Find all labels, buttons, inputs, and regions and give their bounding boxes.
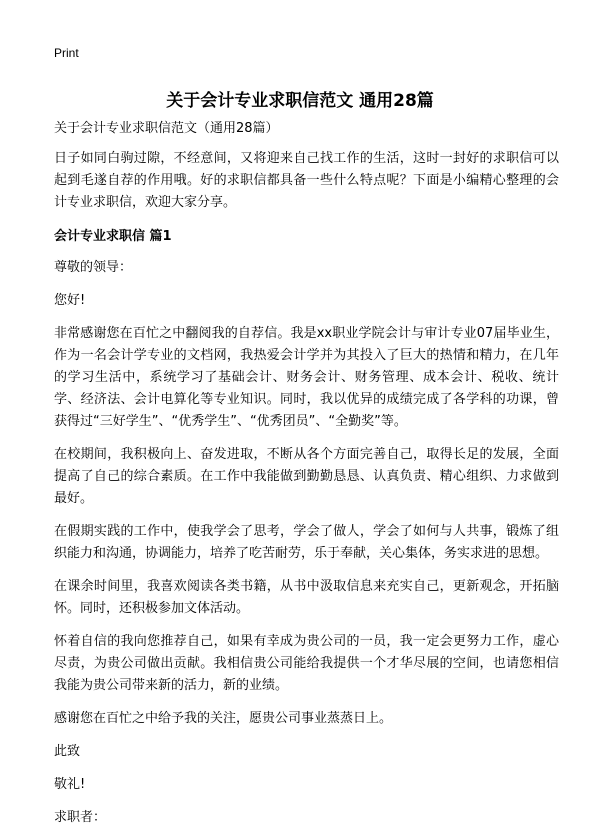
letter-paragraph: 在校期间，我积极向上、奋发进取，不断从各个方面完善自己，取得长足的发展，全面提高了自己的综合素质。在工作中我能做到勤勤恳恳、认真负责、精心组织、力求做到最好。 (54, 447, 559, 506)
letter-signature: 求职者： (54, 810, 107, 825)
letter-closing-salute: 敬礼! (54, 777, 86, 792)
document-subtitle: 关于会计专业求职信范文（通用28篇） (54, 121, 279, 136)
letter-paragraph: 在课余时间里，我喜欢阅读各类书籍，从书中汲取信息来充实自己，更新观念，开拓脑怀。同时，还积极参加文体活动。 (54, 579, 559, 616)
intro-paragraph: 日子如同白驹过隙，不经意间，又将迎来自己找工作的生活，这时一封好的求职信可以起到毛遂自荐的作用哦。好的求职信都具备一些什么特点呢？下面是小编精心整理的会计专业求职信，欢迎大家分享。 (54, 151, 559, 210)
section-heading: 会计专业求职信 篇1 (54, 229, 172, 244)
letter-paragraph: 感谢您在百忙之中给予我的关注，愿贵公司事业蒸蒸日上。 (54, 711, 393, 726)
letter-paragraph: 非常感谢您在百忙之中翻阅我的自荐信。我是xx职业学院会计与审计专业07届毕业生，作为一名会计学专业的文档网，我热爱会计学并为其投入了巨大的热情和精力，在几年的学习生活中，系统学习了基础会计、财务会计、财务管理、成本会计、税收、统计学、经济法、会计电算化等专业知识。同时，我以优异的成绩完成了各学科的功课，曾获得过“三好学生”、“优秀学生”、“优秀团员”、“全勤奖”等。 (54, 326, 559, 429)
letter-paragraph: 怀着自信的我向您推荐自己，如果有幸成为贵公司的一员，我一定会更努力工作，虚心尽责，为贵公司做出贡献。我相信贵公司能给我提供一个才华尽展的空间，也请您相信我能为贵公司带来新的活力，新的业绩。 (54, 634, 559, 693)
letter-salutation: 尊敬的领导： (54, 260, 133, 275)
letter-paragraph: 在假期实践的工作中，使我学会了思考，学会了做人，学会了如何与人共事，锻炼了组织能力和沟通，协调能力，培养了吃苦耐劳，乐于奉献，关心集体，务实求进的思想。 (54, 524, 559, 561)
letter-closing: 此致 (54, 744, 81, 759)
print-link[interactable]: Print (54, 46, 79, 60)
page-title: 关于会计专业求职信范文 通用28篇 (166, 91, 434, 112)
document-body (54, 118, 559, 840)
letter-greeting: 您好! (54, 293, 86, 308)
